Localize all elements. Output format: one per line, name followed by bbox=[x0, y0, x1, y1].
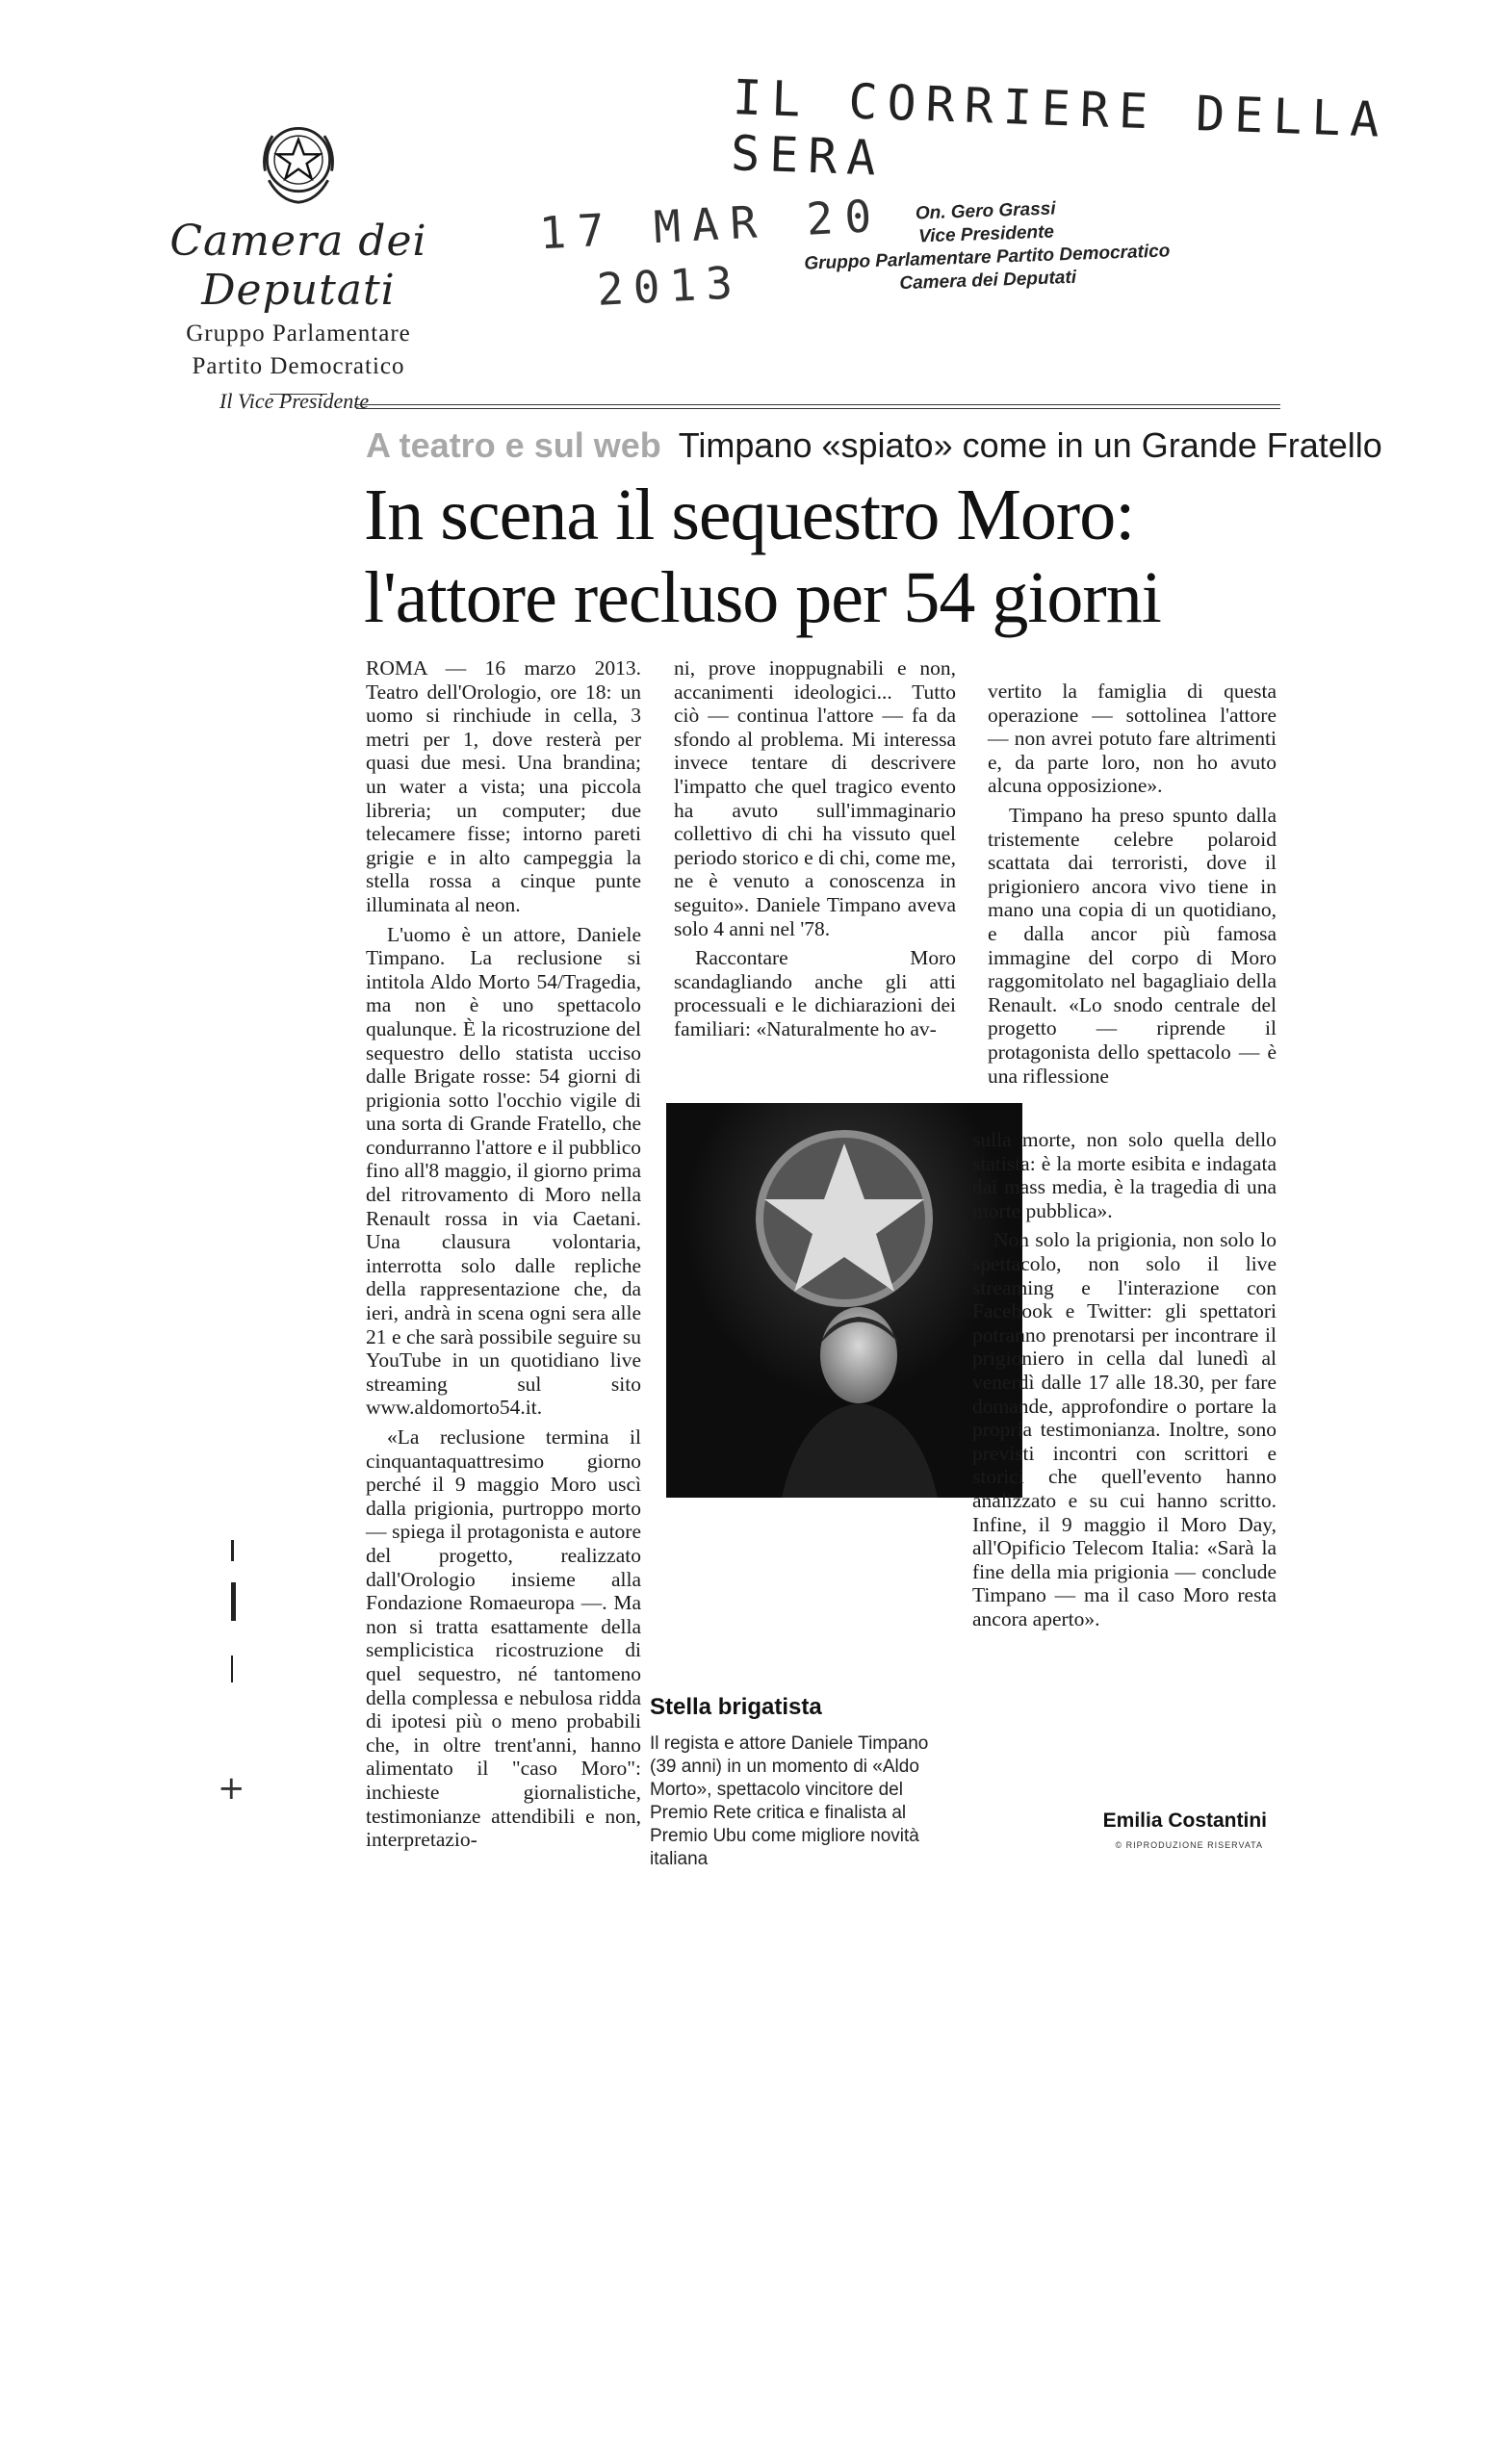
group-line-2: Partito Democratico bbox=[192, 353, 405, 379]
article-paragraph: ni, prove inoppugnabili e non, accanimenti ideologici... Tutto ciò — continua l'attore — fa da sfondo al problema. Mi interessa invece tentare di descrivere l'impatto che quel tragico evento ha avuto sull'immaginario collettivo di chi ha vissuto quel periodo storico e di chi, come me, ne è venuto a conoscenza in seguito». Daniele Timpano aveva solo 4 anni nel '78. bbox=[674, 656, 956, 940]
article-paragraph: vertito la famiglia di questa operazione — sottolinea l'attore — non avrei potuto fare altrimenti e, da parte loro, non ho avuto alcuna opposizione». bbox=[988, 680, 1277, 798]
stamp-line-3: Gruppo Parlamentare Partito Democratico bbox=[804, 241, 1171, 274]
article-paragraph: Non solo la prigionia, non solo lo spettacolo, non solo il live streaming e l'interazione con Facebook e Twitter: gli spettatori potranno prenotarsi per incontrare il prigioniero in cella dal lunedì al venerdì dalle 17 alle 18.30, per fare domande, approfondire o portare la propria testimonianza. Inoltre, sono previsti incontri con scrittori e storici che quell'evento hanno analizzato e su cui hanno scritto. Infine, il 9 maggio il Moro Day, all'Opificio Telecom Italia: «Sarà la fine della mia prigionia — conclude Timpano — ma il caso Moro resta ancora aperto». bbox=[972, 1228, 1277, 1630]
stamp-line-2: Vice Presidente bbox=[917, 221, 1055, 247]
photo-caption-title: Stella brigatista bbox=[650, 1694, 822, 1720]
article-paragraph: Raccontare Moro scandagliando anche gli atti processuali e le dichiarazioni dei familiari: «Naturalmente ho av- bbox=[674, 946, 956, 1040]
institution-name: Camera dei Deputati bbox=[169, 217, 427, 315]
article-paragraph: ROMA — 16 marzo 2013. Teatro dell'Orologio, ore 18: un uomo si rinchiude in cella, 3 metri per 1, dove resterà per quasi due mesi. Una brandina; un water a vista; una piccola libreria; un computer; due telecamere fisse; intorno pareti grigie e in alto campeggia la stella rossa a cinque punte illuminata al neon. bbox=[366, 656, 641, 916]
star-stage-photo-icon bbox=[666, 1103, 1022, 1498]
kicker-label: A teatro e sul web bbox=[366, 425, 661, 465]
stamp-line-1: On. Gero Grassi bbox=[915, 198, 1056, 224]
newspaper-clipping bbox=[356, 404, 1382, 1944]
stamp-line-4: Camera dei Deputati bbox=[899, 267, 1077, 295]
article-paragraph: Timpano ha preso spunto dalla tristemente celebre polaroid scattata dai terroristi, dove il prigioniero ancora vivo tiene in mano una copia di un quotidiano, e dalla ancor più famosa immagine del corpo di Moro raggomitolato nel bagagliaio della Renault. «Lo snodo centrale del progetto — riprende il protagonista dello spettacolo — è una riflessione bbox=[988, 803, 1277, 1088]
article-column-3-continued bbox=[972, 1128, 1277, 1636]
handwritten-newspaper-name: IL CORRIERE DELLA SERA bbox=[730, 69, 1390, 187]
vice-president-label: Il Vice Presidente bbox=[219, 389, 370, 413]
article-column-3 bbox=[988, 680, 1277, 1093]
article-photo bbox=[666, 1103, 1022, 1498]
office-stamp bbox=[778, 193, 1195, 300]
headline-line-1: In scena il sequestro Moro: bbox=[364, 475, 1135, 555]
article-kicker bbox=[366, 425, 1382, 466]
letterhead bbox=[96, 116, 501, 395]
scan-mark bbox=[231, 1540, 234, 1561]
handwritten-date-line-1: 17 MAR 20 bbox=[537, 189, 885, 260]
scan-mark bbox=[231, 1656, 233, 1682]
handwritten-date-line-2: 2013 bbox=[595, 256, 744, 316]
article-column-1 bbox=[366, 656, 641, 1858]
article-byline: Emilia Costantini bbox=[1102, 1810, 1267, 1832]
kicker-text: Timpano «spiato» come in un Grande Fratello bbox=[678, 425, 1382, 465]
photo-caption: Il regista e attore Daniele Timpano (39 anni) in un momento di «Aldo Morto», spettacolo vincitore del Premio Rete critica e finalista al Premio Ubu come migliore novità italiana bbox=[650, 1733, 929, 1869]
article-headline bbox=[364, 474, 1278, 639]
scan-mark bbox=[231, 1582, 236, 1621]
article-paragraph: sulla morte, non solo quella dello statista: è la morte esibita e indagata dai mass media, è la tragedia di una morte pubblica». bbox=[972, 1128, 1277, 1222]
group-line-1: Gruppo Parlamentare bbox=[186, 321, 411, 346]
article-paragraph: L'uomo è un attore, Daniele Timpano. La reclusione si intitola Aldo Morto 54/Tragedia, ma non è uno spettacolo qualunque. È la ricostruzione del sequestro dello statista ucciso dalle Brigate rosse: 54 giorni di prigionia sotto l'occhio vigile di una sorta di Grande Fratello, che condurranno l'attore e il pubblico fino all'8 maggio, il giorno prima del ritrovamento di Moro nella Renault rossa in via Caetani. Una clausura volontaria, interrotta solo dalle repliche della rappresentazione che, da ieri, andrà in scena ogni sera alle 21 e che sarà possibile seguire su YouTube in un quotidiano live streaming sul sito www.aldomorto54.it. bbox=[366, 922, 641, 1420]
registration-mark: + bbox=[218, 1769, 245, 1808]
article-paragraph: «La reclusione termina il cinquantaquattresimo giorno perché il 9 maggio Moro uscì dalla prigionia, purtroppo morto — spiega il protagonista e autore del progetto, realizzato dall'Orologio insieme alla Fondazione Romaeuropa —. Ma non si tratta esattamente della semplicistica ricostruzione di quel sequestro, né tantomeno della complessa e nebulosa ridda di ipotesi più o meno probabili che, in oltre trent'anni, hanno alimentato il "caso Moro": inchieste giornalistiche, testimonianze attendibili e non, interpretazio- bbox=[366, 1425, 641, 1852]
copyright-notice: © RIPRODUZIONE RISERVATA bbox=[1115, 1840, 1263, 1850]
clipping-top-rule bbox=[356, 404, 1280, 409]
italian-republic-emblem-icon bbox=[252, 116, 345, 208]
article-column-2 bbox=[674, 656, 956, 1047]
headline-line-2: l'attore recluso per 54 giorni bbox=[364, 557, 1161, 638]
